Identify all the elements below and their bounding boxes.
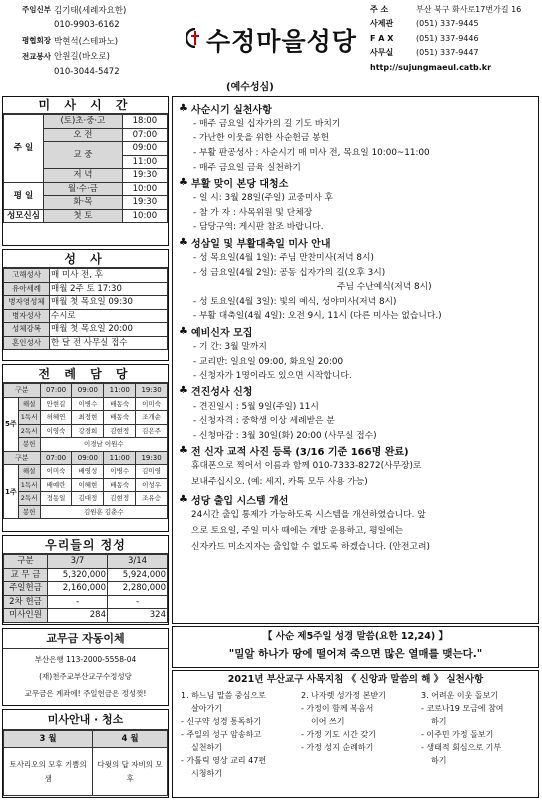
guideline-line: 하기 bbox=[431, 717, 447, 726]
duty-person: 배동숙 bbox=[104, 478, 136, 492]
duty-person: 배동숙 bbox=[104, 397, 136, 411]
duty-person: 이미숙 bbox=[136, 397, 168, 411]
duty-role: 해설 bbox=[18, 397, 40, 411]
mass-day: (토)초·중·고 bbox=[44, 115, 123, 129]
notice-paragraph: 으로 토요일, 주일 미사 때에는 개방 운용하고, 평일에는 bbox=[191, 525, 404, 536]
guideline-line: - 가정이 함께 복음서 bbox=[301, 704, 374, 713]
contact-label: 사무실 bbox=[370, 48, 394, 58]
notice bbox=[179, 384, 532, 442]
notice-item: - 성 토요일(4월 3일): 빛의 예식, 성야미사(저녁 8시) bbox=[193, 296, 397, 307]
mass-time: 09:00 bbox=[122, 142, 167, 156]
staff-label: 전교봉사 bbox=[22, 51, 51, 61]
mass-time: 18:00 bbox=[122, 115, 167, 129]
contact-row bbox=[370, 31, 540, 46]
duty-person: 조개순 bbox=[136, 411, 168, 425]
mass-time: 11:00 bbox=[122, 155, 167, 169]
duty-person: 최정현 bbox=[72, 411, 104, 425]
notice-title bbox=[179, 235, 532, 249]
notice bbox=[179, 493, 532, 556]
contact-row bbox=[370, 60, 540, 75]
notice-title-text: 부활 맞이 본당 대청소 bbox=[190, 178, 289, 190]
notice-item: - 성 목요일(4월 1일): 주님 만찬미사(저녁 8시) bbox=[193, 252, 374, 263]
contact-value: (051) 337-9446 bbox=[416, 33, 479, 43]
cleaning-month: 4 월 bbox=[93, 731, 168, 748]
notice-item: - 일 시: 3월 28일(주일) 교중미사 후 bbox=[193, 193, 334, 204]
week-label-5: 5주 bbox=[4, 397, 19, 451]
mass-day: 저 녁 bbox=[44, 169, 123, 183]
cleaning-month: 3 월 bbox=[4, 731, 93, 748]
staff-label: 평협회장 bbox=[22, 36, 51, 46]
staff-row bbox=[2, 64, 172, 80]
sacrament-kind: 병자영성체 bbox=[4, 296, 50, 310]
contact-label: F A X bbox=[370, 33, 394, 43]
cleaning-title: 미사안내 · 청소 bbox=[3, 710, 168, 730]
duty-person: 이영숙 bbox=[40, 424, 72, 438]
duty-person: 이혜현 bbox=[72, 478, 104, 492]
offering-kind: 미사인원 bbox=[4, 609, 48, 623]
sacrament-time: 한 달 전 사무실 접수 bbox=[50, 336, 168, 350]
offering-amount: 5,320,000 bbox=[48, 568, 108, 582]
church-name: 수정마을성당 bbox=[206, 27, 357, 56]
notice-title bbox=[179, 175, 532, 189]
offering-box bbox=[2, 535, 169, 625]
guideline-line: 살아가기 bbox=[191, 704, 222, 713]
notice bbox=[179, 444, 532, 491]
duty-person: 이병수 bbox=[104, 465, 136, 479]
sacrament-kind: 유아세례 bbox=[4, 282, 50, 296]
duty-person: 배예란 bbox=[40, 478, 72, 492]
notice-title-text: 전 신자 교적 사진 등록 (3/16 기준 166명 완료) bbox=[190, 447, 409, 459]
notice bbox=[179, 175, 532, 233]
mass-group-weekday: 평 일 bbox=[4, 182, 44, 209]
guideline-line: 시청하기 bbox=[191, 769, 222, 778]
duty-person: 김미영 bbox=[136, 465, 168, 479]
offering-amount: - bbox=[48, 595, 108, 609]
notice-paragraph: 신자카드 미소지자는 출입할 수 없도록 하겠습니다. (안전고려) bbox=[191, 542, 430, 553]
offering-col-head: 3/7 bbox=[48, 555, 108, 569]
duty-person: 배동숙 bbox=[104, 411, 136, 425]
duty-person: 김현정 bbox=[104, 424, 136, 438]
duty-person: 정동일 bbox=[40, 492, 72, 506]
notice bbox=[179, 324, 532, 382]
guideline-line: - 코로나19 모금에 참여 bbox=[421, 704, 504, 713]
altar-time: 19:30 bbox=[136, 384, 168, 398]
mass-day: 오 전 bbox=[44, 128, 123, 142]
notice-item: - 기 간: 3월 말까지 bbox=[193, 341, 267, 352]
altar-time: 07:00 bbox=[40, 451, 72, 465]
duty-role: 2독서 bbox=[18, 492, 40, 506]
notice-item: - 부활 대축일(4월 4일): 오전 9시, 11시 (다른 미사는 없습니다.) bbox=[193, 311, 442, 322]
altar-time: 09:00 bbox=[72, 384, 104, 398]
altar-time: 11:00 bbox=[104, 384, 136, 398]
mass-day: 월·수·금 bbox=[44, 182, 123, 196]
guideline-line: 3. 어려운 이웃 돌보기 bbox=[421, 691, 499, 700]
duty-person: 이미숙 bbox=[40, 465, 72, 479]
sacrament-kind: 성체강복 bbox=[4, 323, 50, 337]
altar-time: 19:30 bbox=[136, 451, 168, 465]
notice-item: - 가난한 이웃을 위한 사순헌금 봉헌 bbox=[193, 133, 330, 144]
notice-title bbox=[179, 324, 532, 338]
notice bbox=[179, 101, 532, 173]
duty-person: 김원훈 김춘수 bbox=[40, 505, 167, 519]
staff-row bbox=[2, 2, 172, 18]
notice-title bbox=[179, 384, 532, 398]
staff-info bbox=[2, 2, 172, 80]
mass-times-table bbox=[3, 114, 168, 223]
duty-role: 2독서 bbox=[18, 424, 40, 438]
offering-amount: 284 bbox=[48, 609, 108, 623]
guideline-line: - 생태적 회심으로 기부 bbox=[421, 743, 502, 752]
altar-time: 09:00 bbox=[72, 451, 104, 465]
sacrament-time: 수시로 bbox=[50, 309, 168, 323]
guideline-line: 이어 쓰기 bbox=[311, 717, 345, 726]
club-icon: ♣ bbox=[179, 494, 188, 505]
club-icon: ♣ bbox=[179, 385, 188, 397]
altar-time: 07:00 bbox=[40, 384, 72, 398]
duty-person: 안현길 bbox=[40, 397, 72, 411]
notice-item: - 견진일시 : 5월 9일(주일) 11시 bbox=[193, 401, 319, 412]
duty-person: 이성우 bbox=[136, 478, 168, 492]
offering-kind: 교 무 금 bbox=[4, 568, 48, 582]
contact-label: 사제관 bbox=[370, 19, 394, 29]
mass-time: 07:00 bbox=[122, 128, 167, 142]
sacrament-kind: 혼인성사 bbox=[4, 336, 50, 350]
duty-person: 배영성 bbox=[72, 465, 104, 479]
guideline-line: - 신구약 성경 통독하기 bbox=[181, 717, 262, 726]
contact-info bbox=[370, 2, 540, 75]
gospel-verse: "밀알 하나가 땅에 떨어져 죽으면 많은 열매를 맺는다." bbox=[228, 648, 483, 660]
offering-title: 우리들의 정성 bbox=[3, 536, 168, 554]
offering-amount: - bbox=[108, 595, 168, 609]
mass-time: 19:30 bbox=[122, 169, 167, 183]
contact-row bbox=[370, 46, 540, 61]
notice-paragraph: 보내주십시오. (예: 세지, 카톡 모두 사용 가능) bbox=[191, 477, 368, 488]
offering-col-head: 구분 bbox=[4, 555, 48, 569]
pastoral-guideline-box bbox=[172, 670, 539, 798]
club-icon: ♣ bbox=[179, 445, 188, 457]
cleaning-group: 토사리오의 모후 기쁨의 샘 bbox=[4, 748, 93, 796]
notice-paragraph: 24시간 출입 통제가 가능하도록 시스템을 개선하였습니다. 앞 bbox=[191, 509, 426, 520]
sacrament-kind: 병자성사 bbox=[4, 309, 50, 323]
club-icon: ♣ bbox=[179, 176, 188, 188]
auto-transfer-box bbox=[2, 628, 169, 706]
club-icon: ♣ bbox=[179, 236, 188, 248]
duty-role: 1독서 bbox=[18, 478, 40, 492]
bank-account: 부산은행 113-2000-5558-04 bbox=[34, 655, 137, 664]
contact-value: (051) 337-9445 bbox=[416, 19, 479, 29]
notice-title bbox=[179, 101, 532, 115]
offering-amount: 2,280,000 bbox=[108, 582, 168, 596]
gospel-box bbox=[172, 626, 539, 668]
duty-person: 이경남 이원수 bbox=[40, 438, 167, 452]
duty-person: 강경희 bbox=[72, 424, 104, 438]
cleaning-group: 다윗의 답 자비의 모후 bbox=[93, 748, 168, 796]
guideline-line: 하기 bbox=[431, 756, 447, 765]
mass-time: 10:00 bbox=[122, 182, 167, 196]
duty-role: 봉헌 bbox=[18, 438, 40, 452]
staff-row bbox=[2, 18, 172, 34]
notice-title bbox=[179, 493, 532, 507]
notice-paragraph: 휴대폰으로 찍어서 이름과 함께 010-7333-8272(사무장)로 bbox=[191, 460, 422, 471]
sacrament-time: 매 미사 전, 후 bbox=[50, 269, 168, 283]
sacrament-title: 성 사 bbox=[3, 250, 168, 268]
guideline-line: - 가정 기도 시간 갖기 bbox=[301, 730, 376, 739]
duty-role: 봉헌 bbox=[18, 505, 40, 519]
mass-times-box bbox=[2, 96, 169, 246]
club-icon: ♣ bbox=[179, 325, 188, 337]
notice-item: - 교리반: 일요일 09:00, 화요일 20:00 bbox=[193, 356, 344, 367]
altar-duty-title: 전 례 담 당 bbox=[3, 365, 168, 383]
duty-person: 김은주 bbox=[136, 424, 168, 438]
duty-person: 이병수 bbox=[72, 397, 104, 411]
offering-amount: 2,160,000 bbox=[48, 582, 108, 596]
notice-title-text: 견진성사 신청 bbox=[190, 387, 253, 399]
pastoral-guideline-title: 2021년 부산교구 사목지침 《 신앙과 말씀의 해 》 실천사항 bbox=[227, 674, 484, 685]
offering-amount: 5,924,000 bbox=[108, 568, 168, 582]
guideline-line: 2. 나자렛 성가정 본받기 bbox=[301, 691, 386, 700]
duty-person: 조유승 bbox=[136, 492, 168, 506]
contact-value: (051) 337-9447 bbox=[416, 48, 479, 58]
guideline-line: - 주일의 성구 암송하고 bbox=[181, 730, 262, 739]
mass-group-marian: 성모신심 bbox=[4, 209, 44, 223]
contact-label: 주 소 bbox=[370, 4, 389, 14]
sacrament-box bbox=[2, 249, 169, 361]
staff-row bbox=[2, 33, 172, 49]
mass-time: 19:30 bbox=[122, 196, 167, 210]
altar-time: 11:00 bbox=[104, 451, 136, 465]
transfer-note: 교무금은 계좌에! 주일헌금은 정성껏! bbox=[24, 689, 147, 698]
offering-kind: 2차 헌금 bbox=[4, 595, 48, 609]
duty-person: 김대정 bbox=[72, 492, 104, 506]
contact-value: 부산 북구 화사로17번가길 16 bbox=[416, 4, 522, 14]
account-holder: (재)천주교부산교구수정성당 bbox=[39, 672, 132, 681]
mass-time: 10:00 bbox=[122, 209, 167, 223]
mass-times-title: 미 사 시 간 bbox=[3, 97, 168, 114]
mass-group-sunday: 주 일 bbox=[4, 115, 44, 183]
notice-item: - 담당구역: 게시판 참조 바랍니다. bbox=[193, 222, 324, 233]
notice-item: - 부활 판공성사 : 사순시기 매 미사 전, 목요일 10:00~11:00 bbox=[193, 147, 430, 158]
sacrament-time: 매월 첫 목요일 09:30 bbox=[50, 296, 168, 310]
notice bbox=[179, 235, 532, 322]
staff-label: 주임신부 bbox=[22, 5, 51, 15]
duty-person: 김현정 bbox=[104, 492, 136, 506]
staff-row bbox=[2, 49, 172, 65]
staff-value: 김기태(세례자요한) bbox=[54, 5, 127, 16]
notice-item: - 매주 금요일 금육 실천하기 bbox=[193, 162, 301, 173]
church-logo-icon bbox=[186, 28, 204, 48]
guideline-line: - 가톨릭 영상 교리 47편 bbox=[181, 756, 267, 765]
cleaning-box bbox=[2, 709, 169, 798]
notice-title-text: 예비신자 모집 bbox=[190, 327, 253, 339]
offering-amount: 324 bbox=[108, 609, 168, 623]
staff-value: 010-9903-6162 bbox=[54, 20, 120, 31]
contact-row bbox=[370, 2, 540, 17]
offering-col-head: 3/14 bbox=[108, 555, 168, 569]
cleaning-table bbox=[3, 730, 168, 796]
gospel-heading: 【 사순 제5주일 성경 말씀(요한 12,24) 】 bbox=[262, 631, 449, 642]
notice-item: - 신청자격 : 중학생 이상 세례받은 분 bbox=[193, 416, 335, 427]
guideline-line: 1. 하느님 말씀 중심으로 bbox=[181, 691, 266, 700]
guideline-column bbox=[301, 689, 419, 754]
sacrament-time: 매월 첫 목요일 20:00 bbox=[50, 323, 168, 337]
notice-item: 주님 수난예식(저녁 8시) bbox=[337, 282, 432, 293]
duty-role: 1독서 bbox=[18, 411, 40, 425]
notice-item: - 신청마감 : 3월 30일(화) 20:00 (사무실 접수) bbox=[193, 430, 377, 441]
mass-day: 교 중 bbox=[44, 142, 123, 169]
staff-value: 박현석(스테파노) bbox=[54, 36, 119, 47]
mass-day: 화·목 bbox=[44, 196, 123, 210]
altar-duty-table: 구분 07:00 09:00 11:00 19:30 5주 해설 안현길 이병수 배동숙 이미숙 1독서 허혜연 최정현 배동숙 조개순 2독서 이영숙 강경희 김현정 김은주 봉헌 이경남 이원수 구분 07:00 09:00 11:00 19:30 1주 해설 이미숙 배영성 이병수 김미영 1독서 배예란 이혜현 배동숙 이성우 2독서 정동일 김대정 김현정 조유승 봉헌 김원훈 김춘수 bbox=[3, 383, 168, 519]
guideline-line: 실천하기 bbox=[191, 743, 222, 752]
notice-item: - 신청자가 1명이라도 있으면 시작합니다. bbox=[193, 371, 352, 382]
duty-role: 해설 bbox=[18, 465, 40, 479]
week-label: (예수성심) bbox=[226, 82, 274, 93]
notice-item: - 성 금요일(4월 2일): 공동 십자가의 길(오후 3시) bbox=[193, 267, 386, 278]
week-label-1: 1주 bbox=[4, 465, 19, 519]
guideline-line: - 이주민 가정 돌보기 bbox=[421, 730, 494, 739]
offering-kind: 주일헌금 bbox=[4, 582, 48, 596]
website-link[interactable]: http://sujungmaeul.catb.kr bbox=[370, 62, 492, 72]
sacrament-time: 매월 2주 토 17:30 bbox=[50, 282, 168, 296]
contact-row bbox=[370, 17, 540, 32]
altar-duty-box bbox=[2, 364, 169, 532]
club-icon: ♣ bbox=[179, 102, 188, 114]
notice-title-text: 사순시기 실천사항 bbox=[190, 104, 272, 116]
notice-item: - 매주 금요일 십자가의 길 기도 바치기 bbox=[193, 118, 341, 129]
guideline-column bbox=[181, 689, 299, 780]
staff-value: 안원길(바오로) bbox=[54, 52, 110, 63]
guideline-line: - 가정 성지 순례하기 bbox=[301, 743, 374, 752]
notice-title bbox=[179, 444, 532, 458]
auto-transfer-title: 교무금 자동이체 bbox=[3, 629, 168, 649]
guideline-column bbox=[421, 689, 537, 767]
notice-title-text: 성삼일 및 부활대축일 미사 안내 bbox=[190, 238, 331, 250]
staff-value: 010-3044-5472 bbox=[54, 66, 120, 77]
sacrament-table bbox=[3, 268, 168, 350]
notice-title-text: 성당 출입 시스템 개선 bbox=[190, 496, 289, 507]
notice-item: - 참 가 자 : 사목위원 및 단체장 bbox=[193, 207, 313, 218]
mass-day: 첫 토 bbox=[44, 209, 123, 223]
sacrament-kind: 고해성사 bbox=[4, 269, 50, 283]
notices-box bbox=[172, 96, 539, 624]
offering-table bbox=[3, 554, 168, 623]
duty-person: 허혜연 bbox=[40, 411, 72, 425]
